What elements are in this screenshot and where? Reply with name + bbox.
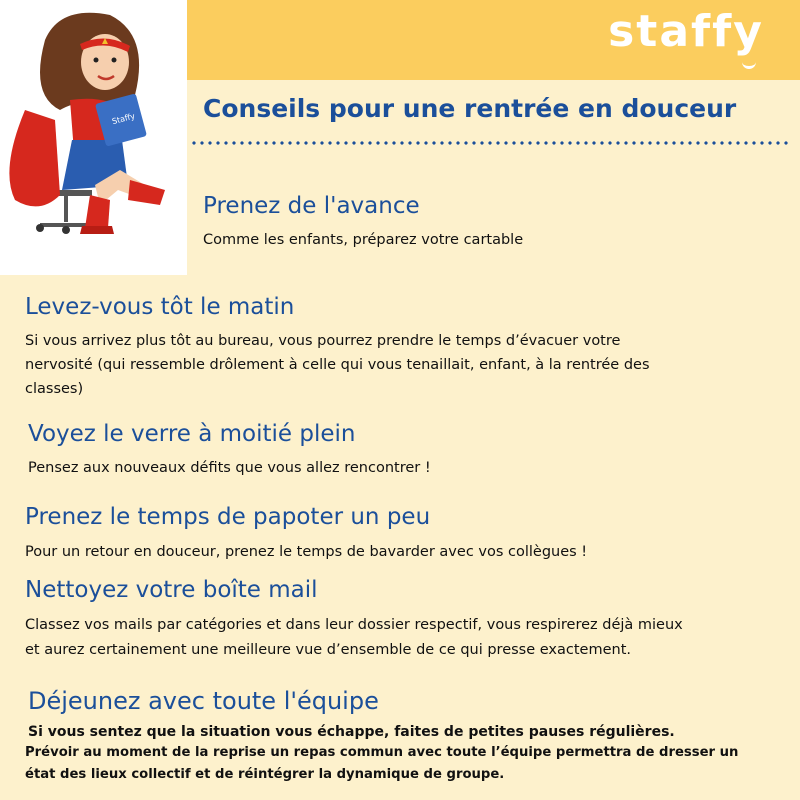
tip-title-matin: Levez-vous tôt le matin xyxy=(25,294,295,320)
tip-title-papoter: Prenez le temps de papoter un peu xyxy=(25,504,431,530)
tip-body-papoter: Pour un retour en douceur, prenez le temps de bavarder avec vos collègues ! xyxy=(25,544,588,560)
brand-logo: staffy xyxy=(608,6,764,57)
tip-body-matin-line1: Si vous arrivez plus tôt au bureau, vous pourrez prendre le temps d’évacuer votre xyxy=(25,333,621,349)
tip-title-avance: Prenez de l'avance xyxy=(203,193,420,219)
tip-body-dejeuner-line3: état des lieux collectif et de réintégrer la dynamique de groupe. xyxy=(25,767,505,782)
tip-title-verre: Voyez le verre à moitié plein xyxy=(28,421,356,447)
superhero-woman-icon xyxy=(0,0,187,275)
dotted-divider xyxy=(190,141,792,145)
tip-body-avance: Comme les enfants, préparez votre cartable xyxy=(203,232,524,248)
tip-body-matin-line2: nervosité (qui ressemble drôlement à celle qui vous tenaillait, enfant, à la rentrée des xyxy=(25,357,650,373)
clipboard-label: Staffy xyxy=(111,111,136,127)
tip-body-matin-line3: classes) xyxy=(25,381,84,397)
tip-title-mail: Nettoyez votre boîte mail xyxy=(25,577,318,603)
tip-body-dejeuner-line2: Prévoir au moment de la reprise un repas commun avec toute l’équipe permettra de dresser un xyxy=(25,745,739,760)
tip-body-mail-line2: et aurez certainement une meilleure vue d’ensemble de ce qui presse exactement. xyxy=(25,642,631,658)
tip-body-mail-line1: Classez vos mails par catégories et dans leur dossier respectif, vous respirerez déjà mieux xyxy=(25,617,683,633)
tip-title-dejeuner: Déjeunez avec toute l'équipe xyxy=(28,687,379,715)
tip-body-dejeuner-line1: Si vous sentez que la situation vous échappe, faites de petites pauses régulières. xyxy=(28,724,675,740)
tip-body-verre: Pensez aux nouveaux défits que vous allez rencontrer ! xyxy=(28,460,431,476)
page-title: Conseils pour une rentrée en douceur xyxy=(203,94,737,123)
